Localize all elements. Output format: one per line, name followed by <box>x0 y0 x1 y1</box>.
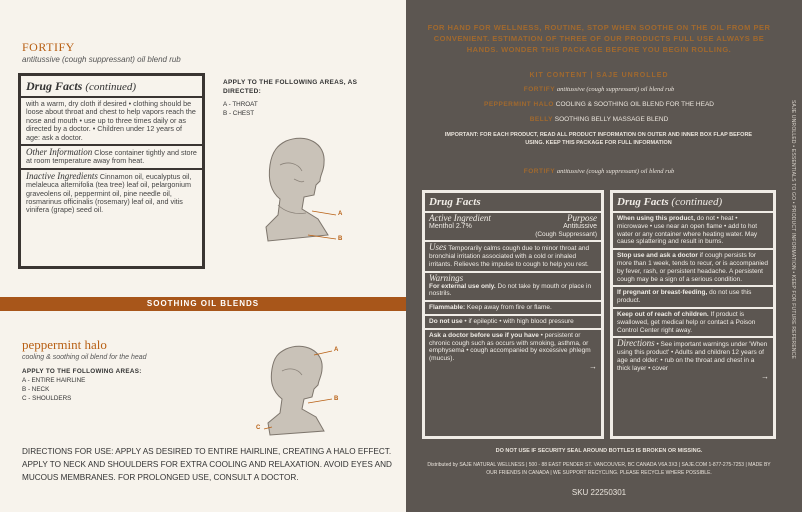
fig2-label-a: A <box>334 347 339 353</box>
df2-keep-text: If product is swallowed, get medical help or contact a Poison Control Center right away. <box>617 310 756 334</box>
df1-active-section <box>425 213 601 242</box>
df2-preg-section <box>613 287 773 309</box>
directions-for-use: DIRECTIONS FOR USE: APPLY AS DESIRED TO ENTIRE HAIRLINE, CREATING A HALO EFFECT. APPLY TO NECK AND SHOULDERS FOR EXTRA COOLING AND RELAXATION. AVOID EYES AND MUCOUS MEMBRANES. FOR PROLONGED USE, CONSULT A DOCTOR. <box>22 447 392 482</box>
df1-uses-head: Uses <box>429 242 447 253</box>
important-note: IMPORTANT: FOR EACH PRODUCT, READ ALL PRODUCT INFORMATION ON OUTER AND INNER BOX FLAP BEFORE USING. KEEP THIS PACKAGE FOR FULL INFORMATION <box>444 132 753 146</box>
df1-donotuse-text: • if epileptic • with high blood pressure <box>462 317 574 325</box>
head-illustration-icon <box>258 135 348 247</box>
kit1-text: antitussive (cough suppressant) oil blend rub <box>556 86 675 93</box>
security-seal-note: DO NOT USE IF SECURITY SEAL AROUND BOTTLES IS BROKEN OR MISSING. <box>495 448 703 454</box>
df2-keep-section <box>613 309 773 338</box>
fortify-subtitle: antitussive (cough suppressant) oil blend rub <box>22 55 181 64</box>
head-illustration-2-icon <box>262 343 342 438</box>
apply-list <box>223 100 258 118</box>
fig1-label-a: A <box>338 211 343 217</box>
sku-number: SKU 22250301 <box>571 488 627 497</box>
fortify-line <box>424 168 774 175</box>
pep-apply-a: A - ENTIRE HAIRLINE <box>22 377 86 384</box>
df2-preg-head: If pregnant or breast-feeding, <box>617 289 708 297</box>
pep-apply-b: B - NECK <box>22 386 50 393</box>
df1-flammable-section <box>425 302 601 316</box>
inactive-section <box>21 170 202 217</box>
peppermint-halo-title: peppermint halo <box>22 337 107 352</box>
distributor-info: Distributed by SAJE NATURAL WELLNESS | 500 - 88 EAST PENDER ST. VANCOUVER, BC CANADA V6A 3X3 | SAJE.COM 1-877-275-7253 | MADE BY OUR FRIENDS IN CANADA | WE SUPPORT RECYCLING. PLEASE RECYCLE WHERE POSSIBLE. <box>427 462 771 476</box>
drug-facts-heading <box>21 76 202 98</box>
fortify-title: FORTIFY <box>22 40 75 54</box>
kit-line-belly <box>424 116 774 123</box>
df1-title: Drug Facts <box>425 193 601 213</box>
apply-b: B - CHEST <box>223 110 255 117</box>
inactive-text: Cinnamon oil, eucalyptus oil, melaleuca alternifolia (tea tree) leaf oil, pelargonium graveolens oil, peppermint oil, pine needle oil, rosmarinus officinalis (rosemary) leaf oil, and vitis vinifera (grape) seed oil. <box>26 171 192 215</box>
df1-cough-suppressant: (Cough Suppressant) <box>535 230 597 238</box>
other-info-section <box>21 146 202 170</box>
fig1-label-b: B <box>338 236 343 242</box>
df1-uses-text: Temporarily calms cough due to minor throat and bronchial irritation associated with a cold or inhaled irritants. Relieves the impulse to cough to help you rest. <box>429 245 590 268</box>
df2-arrow-icon: → <box>761 371 769 381</box>
apply-title: APPLY TO THE FOLLOWING AREAS, AS DIRECTED: <box>223 79 358 95</box>
drug-facts-title: Drug Facts <box>26 79 83 93</box>
df1-purpose-head: Purpose <box>567 213 597 223</box>
df2-directions-section <box>613 338 773 382</box>
df2-preg-text: do not use this product. <box>617 289 752 305</box>
df1-warnings-head: Warnings <box>429 272 464 283</box>
drug-facts-continued-box <box>18 73 205 269</box>
other-info-heading: Other Information <box>26 147 93 158</box>
df2-heading <box>613 193 773 213</box>
df2-when-section <box>613 213 773 250</box>
df1-askdoc-text: • persistent or chronic cough such as occurs with smoking, asthma, or emphysema • cough accompanied by excessive phlegm (mucus). <box>429 331 591 363</box>
df2-stop-section <box>613 250 773 287</box>
kit2-key: PEPPERMINT HALO <box>484 101 554 108</box>
df2-dir-text: • See important warnings under 'When using this product' • Adults and children 12 years of age and older: • rub on the throat and chest in a thick layer • cover <box>617 341 768 372</box>
head-figure-throat-chest <box>258 135 348 247</box>
df1-active-head: Active Ingredient <box>429 213 491 223</box>
kit-line-fortify <box>424 86 774 93</box>
kit-content-title: KIT CONTENT | SAJE UNROLLED <box>529 72 669 79</box>
df1-donotuse: Do not use <box>429 317 463 325</box>
peppermint-halo-subtitle: cooling & soothing oil blend for the head <box>22 354 147 361</box>
df1-askdoc-section <box>425 330 601 373</box>
df2-dir-head: Directions <box>617 338 655 349</box>
kit3-key: BELLY <box>529 116 553 123</box>
df1-donotuse-section <box>425 316 601 330</box>
df1-arrow-icon: → <box>589 361 597 371</box>
right-panel <box>406 0 802 512</box>
drug-facts-cont: (continued) <box>85 81 137 93</box>
pep-apply-c: C - SHOULDERS <box>22 395 72 402</box>
df1-antitussive: Antitussive <box>563 222 597 230</box>
drug-facts-continued-dark-box <box>610 190 776 439</box>
fortify-text: antitussive (cough suppressant) oil blend rub <box>556 168 675 175</box>
df1-external: For external use only. <box>429 282 496 290</box>
fig2-label-b: B <box>334 396 339 402</box>
inactive-heading: Inactive Ingredients <box>26 170 98 181</box>
pep-apply-title: APPLY TO THE FOLLOWING AREAS: <box>22 368 142 375</box>
df2-stop-head: Stop use and ask a doctor <box>617 252 698 260</box>
fortify-key: FORTIFY <box>523 168 556 175</box>
top-warning-text: FOR HAND FOR WELLNESS, ROUTINE, STOP WHEN SOOTHE ON THE OIL FROM PER CONVENIENT. ESTIMATION OF THREE OF OUR PRODUCTS FULL USE ALWAYS BE HANDS. WONDER THIS PACKAGE BEFORE YOU BEGIN ROLLING. <box>427 23 771 54</box>
df1-flammable: Flammable: <box>429 304 466 312</box>
fig2-label-c: C <box>256 425 261 431</box>
df2-keep-head: Keep out of reach of children. <box>617 310 709 318</box>
kit2-text: COOLING & SOOTHING OIL BLEND FOR THE HEAD <box>555 101 714 108</box>
drug-facts-box <box>422 190 604 439</box>
df1-askdoc: Ask a doctor before use if you have <box>429 331 539 339</box>
df1-uses-section <box>425 242 601 272</box>
df1-menthol-row <box>429 223 597 231</box>
df2-when-head: When using this product, <box>617 215 695 222</box>
side-vertical-text-wrap <box>787 100 797 500</box>
head-figure-hairline <box>262 343 342 438</box>
df2-cont: (continued) <box>671 196 723 208</box>
use-text: with a warm, dry cloth if desired • clothing should be loose about throat and chest to help vapors reach the nose and mouth • use up to three times daily or as directed by a doctor. • Children under 12 years of age: ask a doctor. <box>26 99 196 142</box>
df1-active-row <box>429 215 597 223</box>
df2-stop-text: if cough persists for more than 1 week, tends to recur, or is accompanied by fever, rash, or persistent headache. A persistent cough may be a sign of a serious condition. <box>617 252 769 283</box>
other-info-text: Close container tightly and store at room temperature away from heat. <box>26 148 197 166</box>
df2-when-text: do not • heat • microwave • use near an open flame • add to hot water or any container where heating water. May cause splattering and result in burns. <box>617 215 758 246</box>
df1-external-text: Do not take by mouth or place in nostrils. <box>429 282 592 298</box>
kit1-key: FORTIFY <box>523 86 556 93</box>
soothing-oil-blends-band: SOOTHING OIL BLENDS <box>0 297 406 311</box>
apply-a: A - THROAT <box>223 101 258 108</box>
df1-warnings-section <box>425 273 601 302</box>
use-section <box>21 98 202 146</box>
peppermint-apply-list <box>22 367 142 403</box>
df1-flammable-text: Keep away from fire or flame. <box>465 304 552 312</box>
df1-menthol: Menthol 2.7% <box>429 222 472 230</box>
side-vertical-text: SAJE UNROLLED • ESSENTIALS TO GO • PRODUCT INFORMATION • KEEP FOR FUTURE REFERENCE <box>790 100 796 360</box>
df2-title: Drug Facts <box>617 196 669 208</box>
kit3-text: SOOTHING BELLY MASSAGE BLEND <box>554 116 669 123</box>
kit-line-peppermint <box>424 101 774 108</box>
